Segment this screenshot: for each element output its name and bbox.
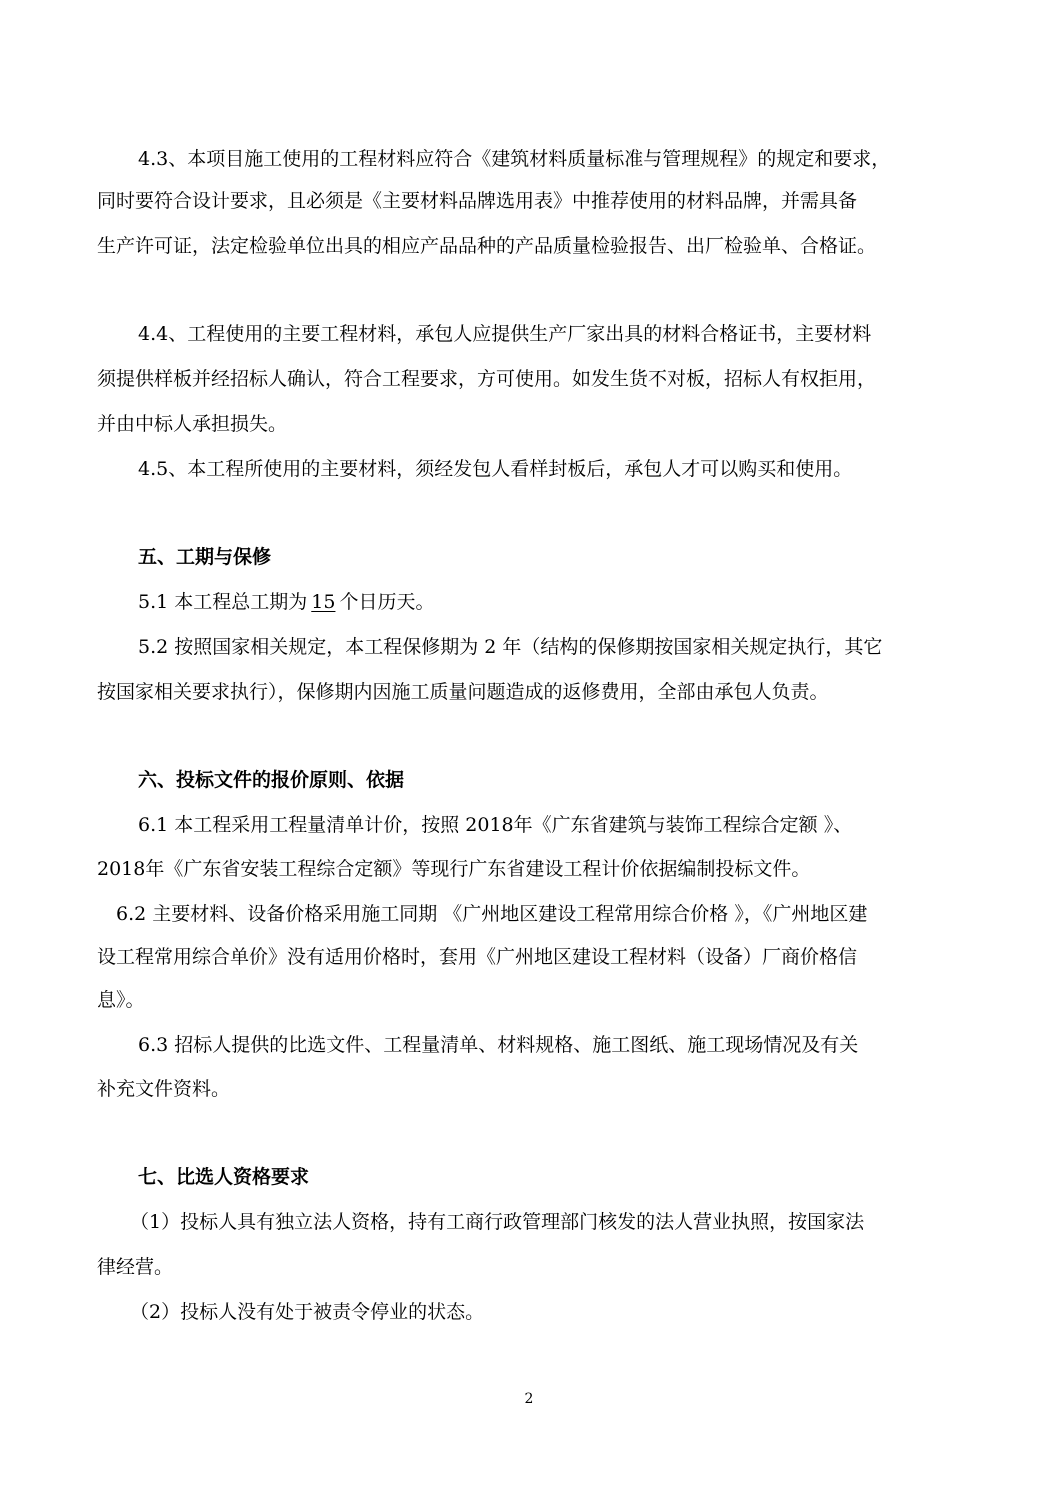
duration-days: 15 [311,591,336,613]
section-7-heading: 七、比选人资格要求 [138,1166,310,1188]
para-6-3-line-1: 6.3 招标人提供的比选文件、工程量清单、材料规格、施工图纸、施工现场情况及有关 [138,1034,859,1056]
para-4-4-line-1: 4.4、工程使用的主要工程材料，承包人应提供生产厂家出具的材料合格证书，主要材料 [138,323,872,345]
para-4-5-line-1: 4.5、本工程所使用的主要材料，须经发包人看样封板后，承包人才可以购买和使用。 [138,458,853,480]
para-4-3-line-3: 生产许可证，法定检验单位出具的相应产品品种的产品质量检验报告、出厂检验单、合格证。 [97,235,877,257]
para-4-3-line-1: 4.3、本项目施工使用的工程材料应符合《建筑材料质量标准与管理规程》的规定和要求， [138,148,891,170]
para-4-4-line-3: 并由中标人承担损失。 [97,413,288,435]
para-6-1-line-2: 2018年《广东省安装工程综合定额》等现行广东省建设工程计价依据编制投标文件。 [97,858,811,880]
para-6-2-line-1: 6.2 主要材料、设备价格采用施工同期 《广州地区建设工程常用综合价格 》，《广州地区建 [116,903,868,925]
para-5-1-post: 个日历天。 [339,591,435,613]
section-6-heading: 六、投标文件的报价原则、依据 [138,769,405,791]
qualification-item-1-line-1: （1）投标人具有独立法人资格，持有工商行政管理部门核发的法人营业执照，按国家法 [130,1211,865,1233]
para-5-1 [138,590,434,614]
page-number: 2 [524,1391,534,1407]
para-6-2-line-3: 息》。 [97,989,145,1011]
qualification-item-2: （2）投标人没有处于被责令停业的状态。 [130,1301,485,1323]
para-4-3-line-2: 同时要符合设计要求，且必须是《主要材料品牌选用表》中推荐使用的材料品牌，并需具备 [97,190,858,212]
para-5-2-line-2: 按国家相关要求执行），保修期内因施工质量问题造成的返修费用，全部由承包人负责。 [97,681,829,703]
para-6-2-line-2: 设工程常用综合单价》没有适用价格时，套用《广州地区建设工程材料（设备）厂商价格信 [97,946,858,968]
para-4-4-line-2: 须提供样板并经招标人确认，符合工程要求，方可使用。如发生货不对板，招标人有权拒用， [97,368,877,390]
para-6-3-line-2: 补充文件资料。 [97,1078,231,1100]
qualification-item-1-line-2: 律经营。 [97,1256,174,1278]
para-5-1-pre: 5.1 本工程总工期为 [138,591,308,613]
section-5-heading: 五、工期与保修 [138,546,272,568]
para-6-1-line-1: 6.1 本工程采用工程量清单计价，按照 2018年《广东省建筑与装饰工程综合定额 》、 [138,814,853,836]
para-5-2-line-1: 5.2 按照国家相关规定，本工程保修期为 2 年（结构的保修期按国家相关规定执行，其它 [138,636,883,658]
